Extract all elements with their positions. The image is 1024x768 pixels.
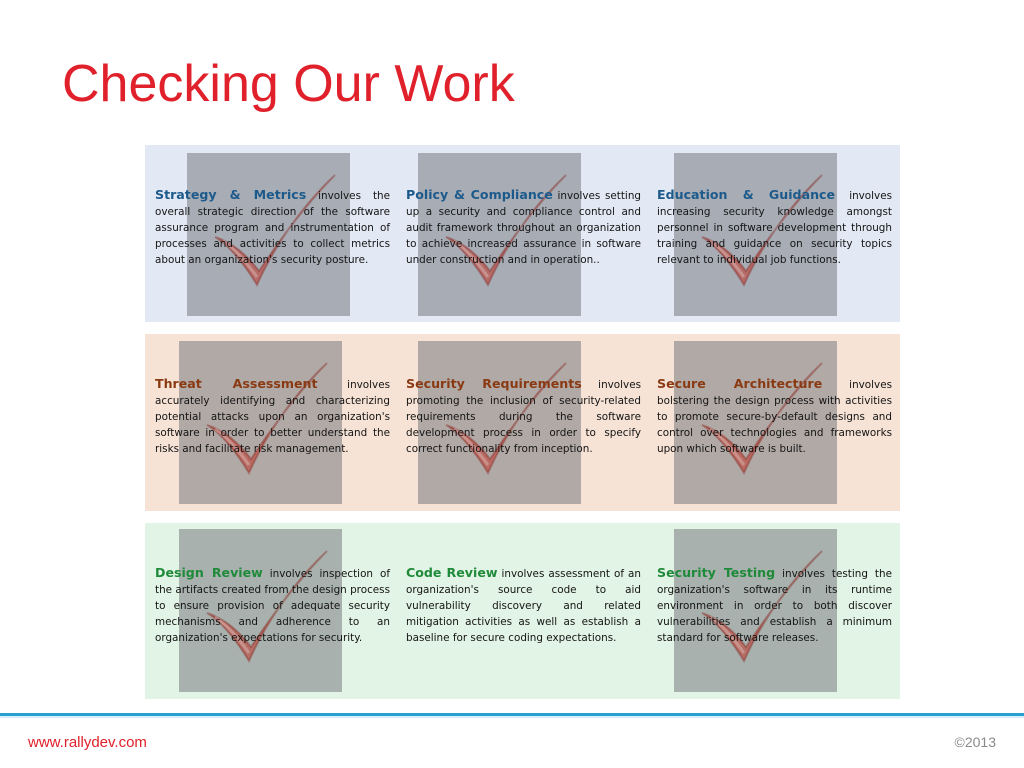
practice-term: Security Requirements [406,376,582,391]
footer-copyright: ©2013 [954,734,996,750]
practice-cell [657,187,892,268]
practice-description: involves assessment of an organization's source code to aid vulnerability discovery and related mitigation activities as well as establish a baseline for secure coding expectations. [406,568,642,644]
practice-term: Secure Architecture [657,376,823,391]
practice-term: Strategy & Metrics [155,187,307,202]
practice-description: involves promoting the inclusion of security-related requirements during the software development process in order to specify correct functionality from inception. [406,379,641,455]
practice-cell [657,565,892,646]
practice-cell [406,187,641,268]
practice-description: involves inspection of the artifacts created from the design process to ensure provision of adequate security mechanisms and adherence to an organization's expectations for security. [155,568,390,644]
practice-description: involves increasing security knowledge amongst personnel in software development through training and guidance on security topics relevant to individual job functions. [657,190,893,266]
practice-term: Policy & Compliance [406,187,553,202]
footer-website-link[interactable]: www.rallydev.com [28,734,147,751]
practice-cell [657,376,892,457]
practice-cell [155,376,390,457]
practice-cell [406,565,641,646]
practice-term: Education & Guidance [657,187,836,202]
practice-description: involves accurately identifying and characterizing potential attacks upon an organization's software in order to better understand the risks and facilitate risk management. [155,379,391,455]
practice-term: Code Review [406,565,498,580]
practice-term: Threat Assessment [155,376,318,391]
slide-title: Checking Our Work [62,55,515,113]
practice-term: Security Testing [657,565,776,580]
practice-description: involves bolstering the design process with activities to promote secure-by-default designs and control over technologies and frameworks upon which software is built. [657,379,892,455]
practice-term: Design Review [155,565,263,580]
practice-description: involves testing the organization's software in its runtime environment in order to both discover vulnerabilities and establish a minimum standard for software releases. [657,568,892,644]
practice-cell [155,187,390,268]
practice-description: involves the overall strategic direction of the software assurance program and instrumentation of processes and activities to collect metrics about an organization's security posture. [155,190,390,266]
practice-cell [155,565,390,646]
footer-rule-shadow [0,716,1024,718]
practice-description: involves setting up a security and compliance control and audit framework throughout an organization to achieve increased assurance in software under construction and in operation.. [406,190,641,266]
practice-cell [406,376,641,457]
